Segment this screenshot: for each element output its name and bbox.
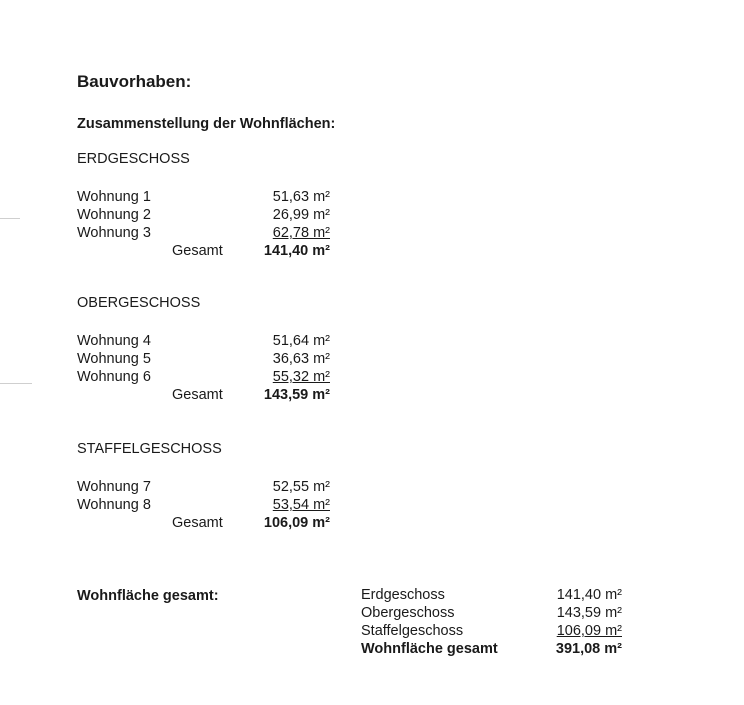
floor-total-area: 143,59 m²: [263, 387, 330, 403]
floor-total-row: [0, 386, 744, 404]
total-label: Gesamt: [172, 243, 223, 259]
unit-row: [0, 368, 744, 386]
section-subtitle: Zusammenstellung der Wohnflächen:: [77, 116, 336, 132]
summary-area: 106,09 m²: [556, 623, 622, 639]
summary-label: Erdgeschoss: [361, 587, 445, 603]
floor-heading-obergeschoss: OBERGESCHOSS: [77, 295, 201, 311]
summary-row: [0, 586, 744, 604]
unit-label: Wohnung 8: [77, 497, 151, 513]
total-label: Gesamt: [172, 387, 223, 403]
floor-total-area: 106,09 m²: [263, 515, 330, 531]
summary-heading: Wohnfläche gesamt:: [77, 588, 219, 604]
unit-row: [0, 188, 744, 206]
unit-label: Wohnung 6: [77, 369, 151, 385]
summary-total-area: 391,08 m²: [555, 641, 622, 657]
unit-label: Wohnung 5: [77, 351, 151, 367]
unit-row: [0, 332, 744, 350]
unit-label: Wohnung 7: [77, 479, 151, 495]
unit-area: 51,63 m²: [272, 189, 330, 205]
unit-label: Wohnung 4: [77, 333, 151, 349]
unit-row: [0, 224, 744, 242]
unit-row: [0, 206, 744, 224]
summary-label: Staffelgeschoss: [361, 623, 464, 639]
unit-area: 51,64 m²: [272, 333, 330, 349]
unit-area: 36,63 m²: [272, 351, 330, 367]
floor-total-area: 141,40 m²: [263, 243, 330, 259]
floor-total-row: [0, 242, 744, 260]
unit-label: Wohnung 2: [77, 207, 151, 223]
unit-area: 53,54 m²: [272, 497, 330, 513]
unit-area: 55,32 m²: [272, 369, 330, 385]
floor-heading-staffelgeschoss: STAFFELGESCHOSS: [77, 441, 222, 457]
summary-area: 143,59 m²: [556, 605, 622, 621]
project-title: Bauvorhaben:: [77, 72, 192, 91]
summary-total-row: [0, 640, 744, 658]
unit-row: [0, 496, 744, 514]
unit-area: 62,78 m²: [272, 225, 330, 241]
unit-area: 52,55 m²: [272, 479, 330, 495]
floor-total-row: [0, 514, 744, 532]
summary-total-label: Wohnfläche gesamt: [361, 641, 498, 657]
summary-row: [0, 604, 744, 622]
unit-label: Wohnung 3: [77, 225, 151, 241]
unit-label: Wohnung 1: [77, 189, 151, 205]
unit-row: [0, 350, 744, 368]
summary-row: [0, 622, 744, 640]
unit-area: 26,99 m²: [272, 207, 330, 223]
total-label: Gesamt: [172, 515, 223, 531]
unit-row: [0, 478, 744, 496]
summary-label: Obergeschoss: [361, 605, 455, 621]
summary-area: 141,40 m²: [556, 587, 622, 603]
floor-heading-erdgeschoss: ERDGESCHOSS: [77, 151, 190, 167]
